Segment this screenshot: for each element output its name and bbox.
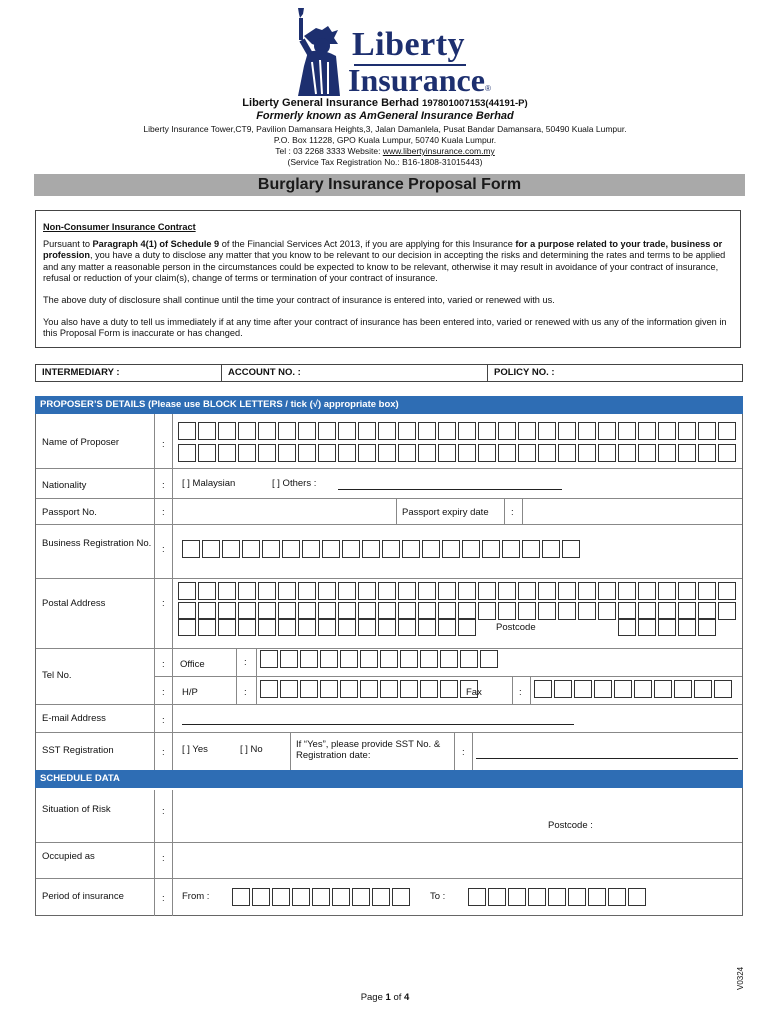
office-tel-boxes[interactable]: [260, 650, 500, 668]
proposal-form-grid: Name of Proposer : Nationality : [ ] Malaysian [ ] Others : Passport No. : Passport expiry date : Business Registration No. : Postal Address : Postcode Tel No. : : Office : H/P : Fax : E-mail Address : SST Registration : [ ] Yes [ ] No If “Yes”, please provide SST No. & Registration date: : Situation of Risk : Postcode : Occupied as : Period of insurance : From : To :: [35, 414, 743, 916]
name-of-proposer-boxes-2[interactable]: [178, 444, 738, 462]
sst-no-checkbox[interactable]: [ ] No: [240, 744, 263, 755]
logo-word-liberty: Liberty: [352, 26, 466, 63]
others-input-line[interactable]: [338, 489, 562, 490]
address-line-1: Liberty Insurance Tower,CT9, Pavilion Damansara Heights,3, Jalan Damanlela, Pusat Bandar Damansara, 50490 Kuala Lumpur.: [143, 124, 627, 134]
email-input-line[interactable]: [182, 724, 574, 725]
schedule-data-header: SCHEDULE DATA: [35, 770, 743, 788]
sst-yes-checkbox[interactable]: [ ] Yes: [182, 744, 208, 755]
postal-address-boxes-3[interactable]: [178, 618, 478, 636]
policy-no-field[interactable]: POLICY NO. :: [494, 367, 555, 378]
passport-no-label: Passport No.: [42, 507, 97, 518]
name-of-proposer-label: Name of Proposer: [42, 437, 120, 448]
account-no-field[interactable]: ACCOUNT NO. :: [222, 365, 488, 381]
intermediary-row: [35, 364, 743, 382]
company-address: [0, 124, 770, 168]
company-name: Liberty General Insurance Berhad: [242, 97, 419, 109]
postal-address-boxes-1[interactable]: [178, 582, 738, 600]
postal-address-label: Postal Address: [42, 598, 106, 609]
page-total: 4: [404, 992, 410, 1003]
notice-paragraph-1: Pursuant to Paragraph 4(1) of Schedule 9 of the Financial Services Act 2013, if you are applying for this Insurance for a purpose related to your trade, business or profession, you have a duty to disclose any matter that you know to be relevant to our decision in accepting the risks and determining the rates and terms to be applied and any matter a reasonable person in the circumstances could be expected to know to be relevant, otherwise it may result in avoidance of your contract of insurance, refusal or reduction of your claim(s), change of terms or termination of your contract of insurance.: [43, 238, 726, 284]
situation-of-risk-label: Situation of Risk: [42, 804, 111, 815]
notice-paragraph-2: The above duty of disclosure shall continue until the time your contract of insurance is entered into, varied or renewed with us.: [43, 294, 555, 305]
company-info: [0, 97, 770, 168]
hp-label: H/P: [182, 687, 198, 698]
company-logo: [282, 6, 492, 96]
passport-expiry-label: Passport expiry date: [402, 507, 489, 518]
to-label: To :: [430, 891, 446, 902]
sst-registration-no: (Service Tax Registration No.: B16-1808-31015443): [287, 157, 483, 167]
postcode-label: Postcode: [496, 622, 536, 633]
page-footer: Page 1 of 4: [360, 992, 410, 1003]
statue-of-liberty-icon: [282, 6, 352, 96]
fax-boxes[interactable]: [534, 680, 734, 698]
sst-note: If “Yes”, please provide SST No. & Registration date:: [296, 739, 441, 761]
name-of-proposer-boxes-1[interactable]: [178, 422, 738, 440]
logo-word-insurance: Insurance: [348, 62, 485, 98]
period-of-insurance-label: Period of insurance: [42, 891, 124, 902]
fax-label: Fax: [466, 687, 482, 698]
tel-no-label: Tel No.: [42, 670, 72, 681]
address-line-2: P.O. Box 11228, GPO Kuala Lumpur, 50740 Kuala Lumpur.: [273, 135, 497, 145]
version-code: V0324: [736, 966, 745, 990]
tel-prefix: Tel : 03 2268 3333 Website:: [275, 146, 383, 156]
email-address-label: E-mail Address: [42, 713, 106, 724]
malaysian-checkbox[interactable]: [ ] Malaysian: [182, 478, 236, 489]
to-date-boxes[interactable]: [468, 888, 648, 906]
intermediary-field[interactable]: INTERMEDIARY :: [36, 365, 222, 381]
formerly-known-as: Formerly known as AmGeneral Insurance Berhad: [256, 110, 514, 122]
form-title: Burglary Insurance Proposal Form: [34, 174, 745, 196]
notice-title: Non-Consumer Insurance Contract: [43, 222, 196, 232]
business-registration-boxes[interactable]: [182, 540, 582, 558]
company-reg-no: 197801007153(44191-P): [422, 98, 528, 109]
others-checkbox[interactable]: [ ] Others :: [272, 478, 317, 489]
nationality-label: Nationality: [42, 480, 87, 491]
sst-registration-label: SST Registration: [42, 745, 114, 756]
sst-no-input-line[interactable]: [476, 758, 738, 759]
from-label: From :: [182, 891, 210, 902]
occupied-as-label: Occupied as: [42, 851, 95, 862]
website-link[interactable]: www.libertyinsurance.com.my: [382, 146, 495, 156]
from-date-boxes[interactable]: [232, 888, 412, 906]
situation-postcode-label: Postcode :: [548, 820, 593, 831]
non-consumer-notice: [35, 210, 741, 348]
proposer-details-header: PROPOSER’S DETAILS (Please use BLOCK LETTERS / tick (√) appropriate box): [35, 396, 743, 414]
office-label: Office: [180, 659, 205, 670]
notice-paragraph-3: You also have a duty to tell us immediately if at any time after your contract of insurance has been entered into, varied or renewed with us any of the information given in this Proposal Form is inaccurate or has changed.: [43, 316, 727, 339]
page-number: 1: [385, 992, 391, 1003]
logo-registered-mark: ®: [485, 84, 491, 93]
postcode-boxes[interactable]: [618, 618, 718, 636]
business-registration-label: Business Registration No.: [42, 538, 152, 549]
hp-tel-boxes[interactable]: [260, 680, 480, 698]
